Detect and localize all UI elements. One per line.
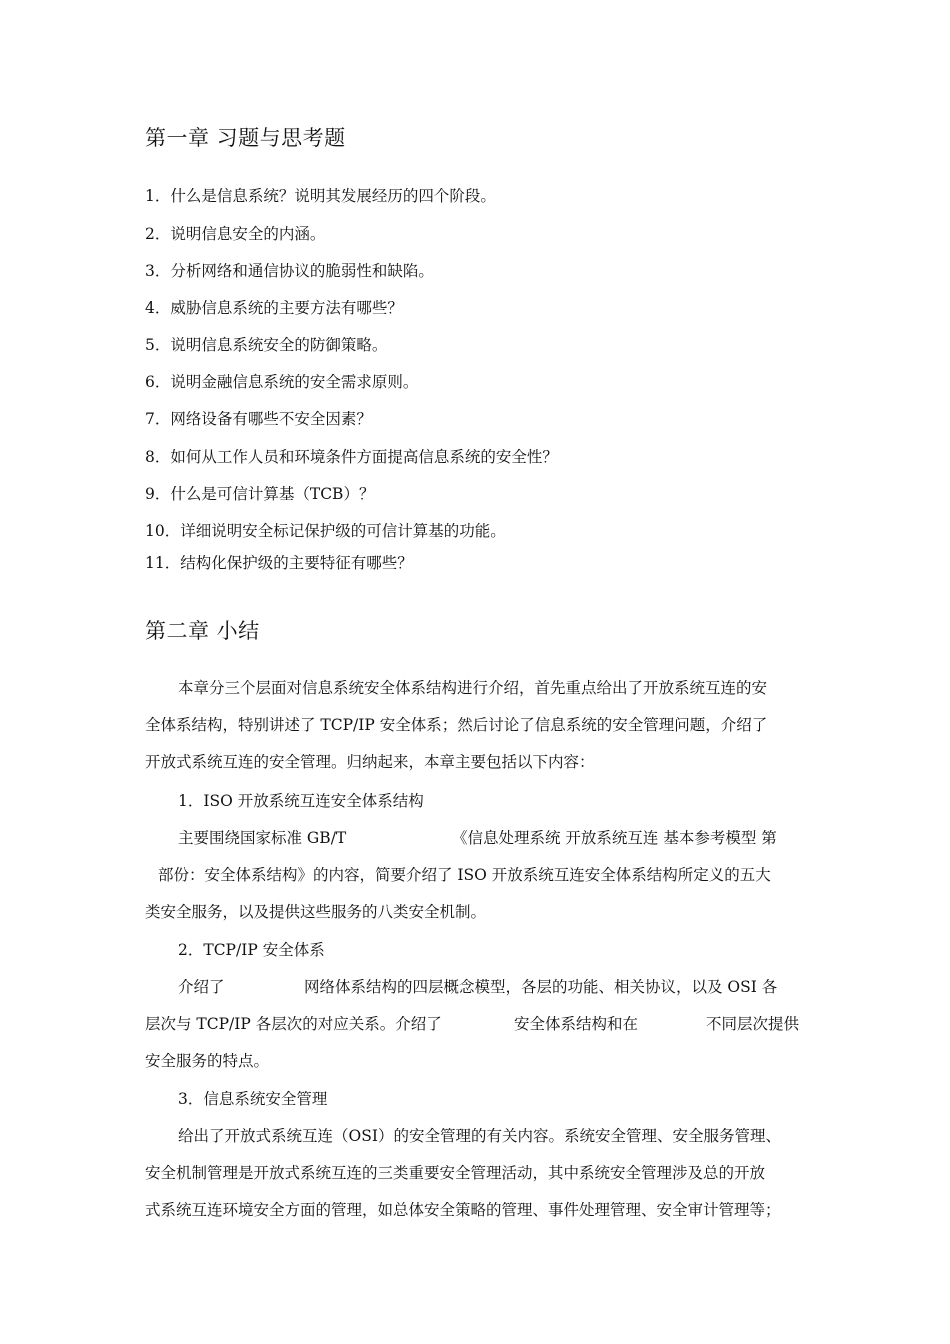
question-11: 11．结构化保护级的主要特征有哪些？ bbox=[145, 554, 413, 572]
chapter2-title: 第二章 小结 bbox=[145, 619, 260, 643]
section-3-line-1: 给出了开放式系统互连（OSI）的安全管理的有关内容。系统安全管理、安全服务管理、 bbox=[178, 1127, 781, 1145]
question-3: 3．分析网络和通信协议的脆弱性和缺陷。 bbox=[145, 262, 434, 280]
section-1-line-1a: 主要围绕国家标准 GB/T bbox=[178, 829, 347, 847]
section-2-line-2b: 安全体系结构和在 bbox=[514, 1015, 639, 1033]
question-4: 4．威胁信息系统的主要方法有哪些？ bbox=[145, 299, 403, 317]
intro-line-2: 全体系结构，特别讲述了 TCP/IP 安全体系；然后讨论了信息系统的安全管理问题，介绍了 bbox=[145, 716, 768, 734]
section-3-line-3: 式系统互连环境安全方面的管理，如总体安全策略的管理、事件处理管理、安全审计管理等； bbox=[145, 1201, 781, 1219]
section-1-line-1b: 《信息处理系统 开放系统互连 基本参考模型 第 bbox=[452, 829, 777, 847]
question-10: 10．详细说明安全标记保护级的可信计算基的功能。 bbox=[145, 522, 506, 540]
question-1: 1．什么是信息系统？说明其发展经历的四个阶段。 bbox=[145, 187, 496, 205]
question-2: 2．说明信息安全的内涵。 bbox=[145, 225, 326, 243]
section-2-title: 2．TCP/IP 安全体系 bbox=[178, 941, 325, 959]
question-6: 6．说明金融信息系统的安全需求原则。 bbox=[145, 373, 419, 391]
question-5: 5．说明信息系统安全的防御策略。 bbox=[145, 336, 388, 354]
section-2-line-3: 安全服务的特点。 bbox=[145, 1052, 270, 1070]
question-7: 7．网络设备有哪些不安全因素？ bbox=[145, 410, 372, 428]
intro-line-1: 本章分三个层面对信息系统安全体系结构进行介绍，首先重点给出了开放系统互连的安 bbox=[178, 679, 768, 697]
section-2-line-1b: 网络体系结构的四层概念模型，各层的功能、相关协议，以及 OSI 各 bbox=[304, 978, 778, 996]
section-2-line-2c: 不同层次提供 bbox=[706, 1015, 800, 1033]
section-1-title: 1．ISO 开放系统互连安全体系结构 bbox=[178, 792, 424, 810]
question-8: 8．如何从工作人员和环境条件方面提高信息系统的安全性？ bbox=[145, 448, 558, 466]
section-2-line-1a: 介绍了 bbox=[178, 978, 225, 996]
section-1-line-3: 类安全服务，以及提供这些服务的八类安全机制。 bbox=[145, 903, 487, 921]
intro-line-3: 开放式系统互连的安全管理。归纳起来，本章主要包括以下内容： bbox=[145, 753, 595, 771]
section-1-line-2: 部份：安全体系结构》的内容，简要介绍了 ISO 开放系统互连安全体系结构所定义的五大 bbox=[158, 866, 771, 884]
section-2-line-2a: 层次与 TCP/IP 各层次的对应关系。介绍了 bbox=[145, 1015, 442, 1033]
section-3-line-2: 安全机制管理是开放式系统互连的三类重要安全管理活动，其中系统安全管理涉及总的开放 bbox=[145, 1164, 766, 1182]
question-9: 9．什么是可信计算基（TCB）？ bbox=[145, 485, 375, 503]
chapter1-title: 第一章 习题与思考题 bbox=[145, 126, 346, 150]
section-3-title: 3．信息系统安全管理 bbox=[178, 1090, 328, 1108]
